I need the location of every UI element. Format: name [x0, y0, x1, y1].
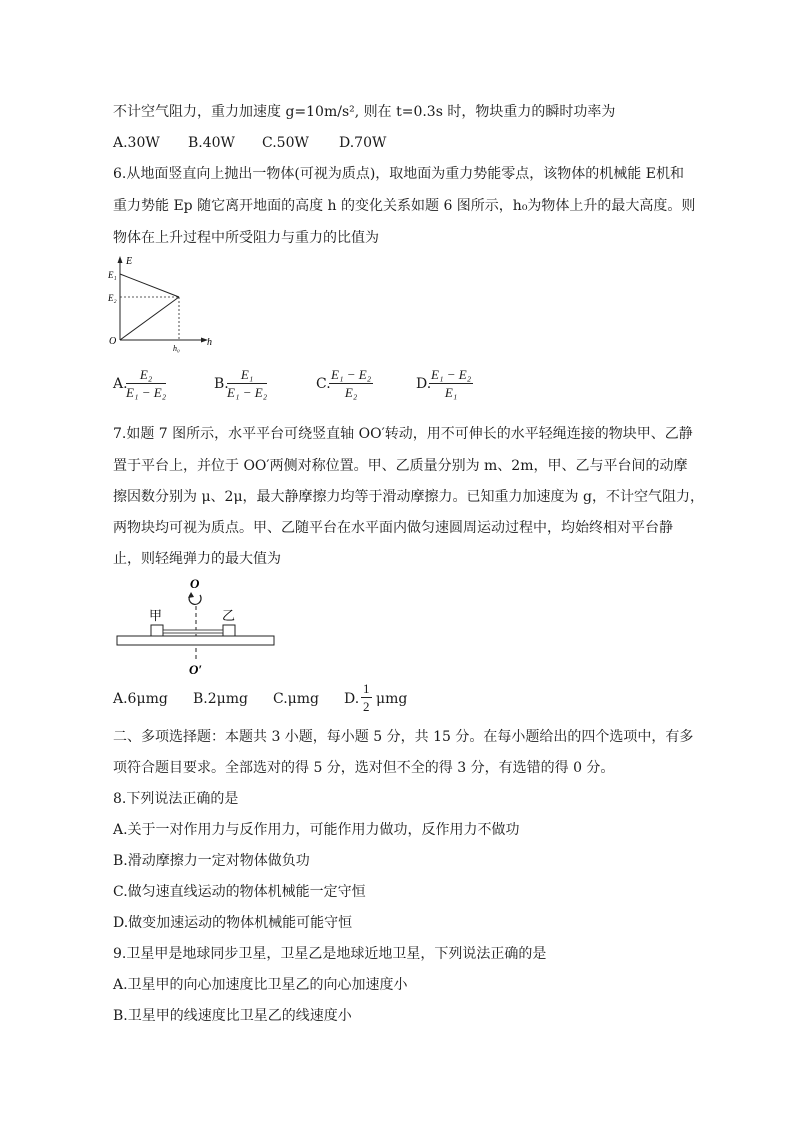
rotation-arrowhead [188, 592, 194, 598]
q8-option-b: B.滑动摩擦力一定对物体做负功 [113, 853, 310, 869]
q6-option-b-fraction [227, 366, 267, 401]
q7-option-d-fraction [361, 680, 372, 715]
q7-stem-line-5: 止，则轻绳弹力的最大值为 [113, 551, 281, 567]
denominator: 2 [363, 699, 370, 714]
numerator: E₁ − E₂ [431, 367, 472, 382]
denominator: E₁ − E₂ [227, 385, 268, 400]
q7-option-b: B.2μmg [193, 691, 248, 707]
q5-option-d: D.70W [339, 135, 387, 151]
q7-option-d-letter: D. [344, 691, 360, 707]
q8-option-d: D.做变加速运动的物体机械能可能守恒 [113, 915, 353, 931]
potential-energy-line [120, 297, 179, 340]
section2-heading-line-1: 二、多项选择题：本题共 3 小题，每小题 5 分，共 15 分。在每小题给出的四个选项中，有多 [113, 729, 694, 745]
q8-option-a: A.关于一对作用力与反作用力，可能作用力做功，反作用力不做功 [113, 822, 520, 838]
block-yi [223, 625, 235, 636]
q7-stem-line-3: 擦因数分别为 μ、2μ，最大静摩擦力均等于滑动摩擦力。已知重力加速度为 g，不计空气阻力， [113, 489, 704, 505]
axis-e-label: E [126, 256, 133, 267]
q6-option-a-fraction [126, 366, 166, 401]
e1-label: E₁ [108, 270, 117, 280]
q8-stem: 8.下列说法正确的是 [113, 791, 239, 807]
q6-option-d-letter: D. [416, 376, 432, 392]
block-jia-label: 甲 [149, 608, 163, 623]
e2-label: E₂ [108, 293, 117, 303]
q7-option-a: A.6μmg [113, 691, 168, 707]
q6-option-d-fraction [429, 366, 473, 401]
q6-option-a-letter: A. [113, 376, 128, 392]
q9-stem: 9.卫星甲是地球同步卫星，卫星乙是地球近地卫星，下列说法正确的是 [113, 946, 547, 962]
q6-option-c-fraction [329, 366, 373, 401]
q5-option-b: B.40W [188, 135, 235, 151]
denominator: E₁ [444, 385, 458, 400]
axis-h-label: h [207, 337, 212, 348]
mechanical-energy-line [120, 274, 179, 297]
numerator: 1 [363, 681, 370, 696]
e-axis-arrow [118, 256, 123, 263]
denominator: E₁ − E₂ [126, 385, 167, 400]
h0-label: h₀ [173, 344, 180, 353]
q5-stem-line: 不计空气阻力，重力加速度 g=10m/s², 则在 t=0.3s 时，物块重力的瞬时功率为 [113, 104, 616, 120]
q6-figure [108, 254, 218, 354]
q7-stem-line-4: 两物块均可视为质点。甲、乙随平台在水平面内做匀速圆周运动过程中，均始终相对平台静 [113, 520, 673, 536]
q7-figure [112, 572, 282, 680]
q7-stem-line-1: 7.如题 7 图所示，水平平台可绕竖直轴 OO′转动，用不可伸长的水平轻绳连接的物块甲、乙静 [113, 426, 693, 442]
denominator: E₂ [344, 385, 358, 400]
q8-option-c: C.做匀速直线运动的物体机械能一定守恒 [113, 884, 366, 900]
block-yi-label: 乙 [222, 608, 236, 623]
origin-label: O [109, 336, 117, 347]
numerator: E₂ [126, 366, 166, 384]
axis-top-label: O [190, 576, 200, 591]
numerator: E₁ − E₂ [331, 367, 372, 382]
axis-bottom-label: O′ [189, 662, 203, 677]
q5-option-a: A.30W [113, 135, 160, 151]
q7-option-d-unit: μmg [376, 691, 408, 707]
block-jia [151, 625, 163, 636]
q6-stem-line-2: 重力势能 Ep 随它离开地面的高度 h 的变化关系如题 6 图所示，h₀为物体上升的最大高度。则 [113, 198, 696, 214]
platform [117, 636, 274, 645]
rope [163, 630, 223, 633]
q7-option-c: C.μmg [273, 691, 319, 707]
q9-option-a: A.卫星甲的向心加速度比卫星乙的向心加速度小 [113, 977, 408, 993]
numerator: E₁ [227, 366, 267, 384]
q6-stem-line-3: 物体在上升过程中所受阻力与重力的比值为 [113, 230, 379, 246]
q6-option-c-letter: C. [316, 376, 331, 392]
q6-option-b-letter: B. [214, 376, 229, 392]
q5-option-c: C.50W [262, 135, 309, 151]
q9-option-b: B.卫星甲的线速度比卫星乙的线速度小 [113, 1008, 352, 1024]
q7-stem-line-2: 置于平台上，并位于 OO′两侧对称位置。甲、乙质量分别为 m、2m，甲、乙与平台间的动摩 [113, 458, 688, 474]
section2-heading-line-2: 项符合题目要求。全部选对的得 5 分，选对但不全的得 3 分，有选错的得 0 分。 [113, 760, 615, 776]
q6-stem-line-1: 6.从地面竖直向上抛出一物体(可视为质点)，取地面为重力势能零点，该物体的机械能 E机和 [113, 166, 684, 182]
